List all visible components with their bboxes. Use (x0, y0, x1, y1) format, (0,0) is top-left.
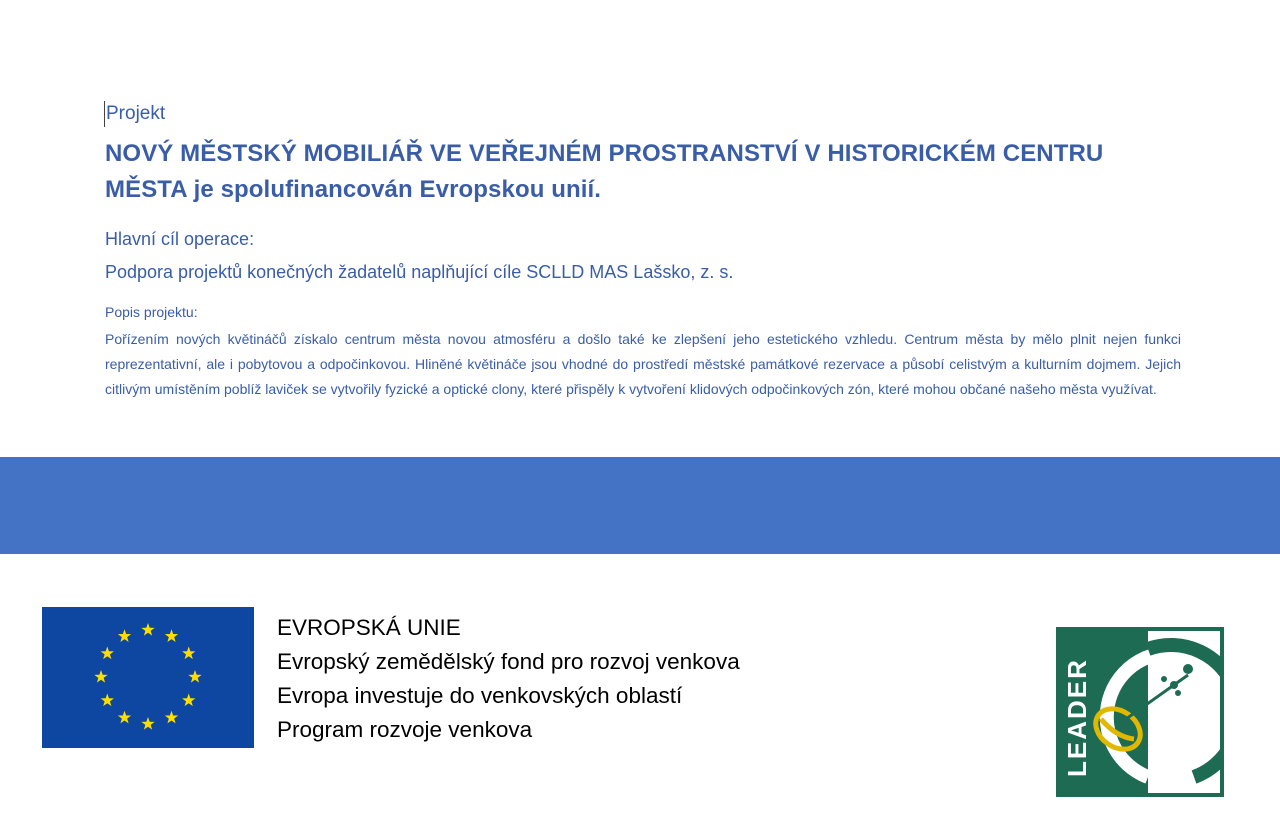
description-text: Pořízením nových květináčů získalo centrum města novou atmosféru a došlo také ke zlepšení jeho estetického vzhledu. Centrum města by mělo plnit nejen funkci reprezentativní, ale i pobytovou a odpočinkovou. Hliněné květináče jsou vhodné do prostředí městské památkové rezervace a působí celistvým a kulturním dojmem. Jejich citlivým umístěním poblíž laviček se vytvořily fyzické a optické clony, které přispěly k vytvoření klidových odpočinkových zón, které mohou občané našeho města využívat. (105, 331, 1181, 397)
eu-line-2: Evropský zemědělský fond pro rozvoj venkova (277, 649, 740, 674)
eu-flag-logo (42, 607, 254, 748)
description-label: Popis projektu: (105, 304, 198, 320)
eu-funding-text (277, 611, 740, 747)
project-label: Projekt (106, 103, 166, 124)
text-cursor (104, 101, 105, 127)
blue-divider-band (0, 457, 1280, 554)
goal-label: Hlavní cíl operace: (105, 229, 255, 249)
eu-line-4: Program rozvoje venkova (277, 717, 533, 742)
leader-logo-text: LEADER (1062, 658, 1092, 777)
goal-text: Podpora projektů konečných žadatelů naplňující cíle SCLLD MAS Lašsko, z. s. (105, 262, 734, 282)
eu-stars-icon (42, 607, 254, 748)
leader-logo-icon (1056, 627, 1224, 797)
project-title: NOVÝ MĚSTSKÝ MOBILIÁŘ VE VEŘEJNÉM PROSTRANSTVÍ V HISTORICKÉM CENTRU MĚSTA je spolufinancován Evropskou unií. (105, 140, 1104, 203)
eu-line-1: EVROPSKÁ UNIE (277, 615, 461, 640)
leader-logo (1056, 627, 1224, 797)
eu-line-3: Evropa investuje do venkovských oblastí (277, 683, 683, 708)
